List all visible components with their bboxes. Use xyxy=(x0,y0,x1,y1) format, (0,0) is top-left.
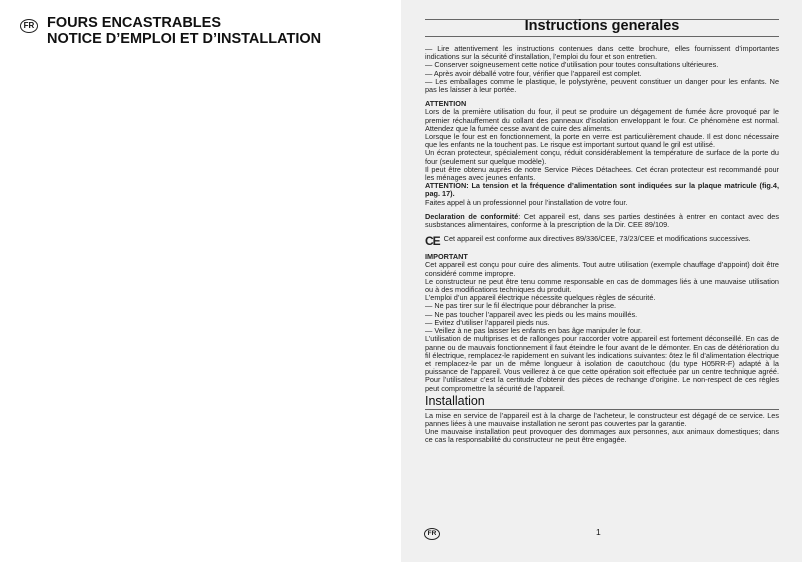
attention-label: ATTENTION xyxy=(425,99,467,109)
right-page xyxy=(401,0,802,562)
important-paragraph: Cet appareil est conçu pour cuire des aliments. Tout autre utilisation (exemple chauffage d’appoint) doit être considéré comme impropre. xyxy=(425,260,779,278)
instructions-body xyxy=(425,45,779,445)
attention-paragraph: Lors de la première utilisation du four, il peut se produire un dégagement de fumée âcre provoqué par le premier réchauffement du collant des panneaux d’isolation enveloppant le four. Ce phénomène est normal. Attendez que la fumée cesse avant de cuire des aliments. xyxy=(425,107,779,133)
ce-mark-icon: CE xyxy=(425,234,440,249)
footer-language-badge: FR xyxy=(424,528,440,540)
important-paragraph: Le constructeur ne peut être tenu comme responsable en cas de dommages liés à une mauvaise utilisation ou à des modifications techniques du produit. xyxy=(425,276,779,295)
safety-rule: — Ne pas toucher l’appareil avec les pieds ou les mains mouillés. xyxy=(425,309,638,319)
installation-heading: Installation xyxy=(425,395,779,410)
attention-paragraph: Lorsque le four est en fonctionnement, la porte en verre est particulièrement chaude. Il est donc nécessaire que les enfants ne la touchent pas. Le risque est important surtout quand le gril est utilisé. xyxy=(425,132,779,150)
header-rule-bottom xyxy=(425,36,779,37)
title-line-2: NOTICE D’EMPLOI ET D’INSTALLATION xyxy=(47,31,322,47)
language-badge: FR xyxy=(20,19,38,33)
conformity-label: Declaration de conformité xyxy=(425,211,519,221)
page-number: 1 xyxy=(596,527,601,537)
intro-line: — Lire attentivement les instructions contenues dans cette brochure, elles fournissent d’importantes indications sur la sécurité d’installation, l’emploi du four et son entretien. xyxy=(425,44,779,62)
title-line-1: FOURS ENCASTRABLES xyxy=(47,15,222,31)
voltage-notice: ATTENTION: La tension et la fréquence d’alimentation sont indiquées sur la plaque matricule (fig.4, pag. 17). xyxy=(425,181,779,199)
attention-paragraph: Il peut être obtenu auprès de notre Service Pièces Détachees. Cet écran protecteur est recommandé pour les ménages avec jeunes enfants. xyxy=(425,164,779,183)
document-title xyxy=(47,15,321,47)
ce-statement xyxy=(425,235,779,247)
ce-text: Cet appareil est conforme aux directives 89/336/CEE, 73/23/CEE et modifications successives. xyxy=(443,234,751,244)
conformity-text: : Cet appareil est, dans ses parties destinées à entrer en contact avec des susbstances alimentaires, conforme à la prescription de la Dir. CEE 89/109. xyxy=(425,211,779,230)
safety-rule: — Evitez d’utiliser l’appareil pieds nus. xyxy=(425,317,550,327)
intro-line: — Conserver soigneusement cette notice d’utilisation pour toutes consultations ultérieures. xyxy=(425,60,719,70)
installation-paragraph: La mise en service de l’appareil est à la charge de l’acheteur, le constructeur est dégagé de ce service. Les pannes liées à une mauvaise installation ne seront pas couvertes par la garantie. xyxy=(425,410,779,428)
installer-notice: Faites appel à un professionnel pour l’installation de votre four. xyxy=(425,197,628,207)
safety-rule: — Veillez à ne pas laisser les enfants en bas âge manipuler le four. xyxy=(425,326,643,336)
important-paragraph: L’emploi d’un appareil électrique nécessite quelques règles de sécurité. xyxy=(425,293,656,303)
important-paragraph: L’utilisation de multiprises et de rallonges pour raccorder votre appareil est fortement déconseillé. En cas de panne ou de mauvais fonctionnement il faut éteindre le four avant de le démonter. En cas de détérioration du fil électrique, remplacez-le rapidement en suivant les indications suivantes: ôtez le fil d’alimentation électrique et remplacez-le par un de même longueur à isolation de caoutchouc (du type H05RR-F) adapté à la puissance de l’appareil. Vous veillerez à ce que cette opération soit effectuée par un centre technique agréé. Pour l’utilisateur c’est la certitude d’obtenir des pièces de rechange d’origine. Le non-respect de ces règles peut compromettre la sécurité de l’appareil. xyxy=(425,334,779,393)
important-label: IMPORTANT xyxy=(425,252,468,262)
intro-line: — Après avoir déballé votre four, vérifier que l’appareil est complet. xyxy=(425,68,642,78)
section-header: Instructions generales xyxy=(524,18,680,34)
safety-rule: — Ne pas tirer sur le fil électrique pour débrancher la prise. xyxy=(425,301,617,311)
conformity-declaration xyxy=(425,213,779,229)
intro-line: — Les emballages comme le plastique, le polystyrène, peuvent constituer un danger pour les enfants. Ne pas les laisser à leur portée. xyxy=(425,76,779,95)
installation-paragraph: Une mauvaise installation peut provoquer des dommages aux personnes, aux animaux domestiques; dans ce cas la responsabilité du constructeur ne peut être engagée. xyxy=(425,427,779,445)
attention-paragraph: Un écran protecteur, spécialement conçu, réduit considérablement la température de surface de la porte du four (seulement sur quelque modèle). xyxy=(425,148,779,166)
